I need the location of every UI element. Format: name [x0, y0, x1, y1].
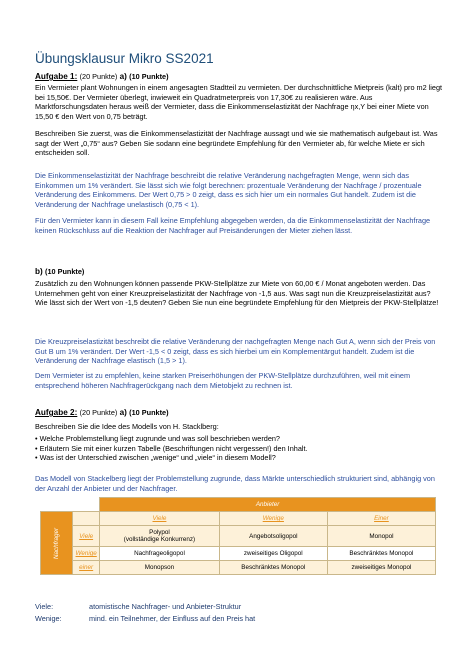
table-row	[41, 547, 436, 561]
aufgabe1-answer1: Die Einkommenselastizität der Nachfrage beschreibt die relative Veränderung nachgefragten Menge, wenn sich das Einkommen um 1% verändert. Sie lässt sich wie folgt berechnen: prozentuale Veränderung der Nachfrage / prozentuale Veränderung des Einkommens. Der Wert 0,75 > 0 zeigt, dass es sich hier um ein normales Gut handelt. Zudem ist die Veränderung der Nachfrage unelastisch (0,75 < 1).	[35, 171, 422, 209]
anbieter-header: Anbieter	[100, 498, 436, 512]
aufgabe1b-heading	[35, 267, 84, 276]
definition-text: mind. ein Teilnehmer, der Einfluss auf den Preis hat	[89, 614, 256, 623]
aufgabe1-heading	[35, 72, 169, 81]
aufgabe1b-sub: b)	[35, 267, 43, 276]
row-header: Viele	[73, 526, 100, 547]
definition-viele	[35, 602, 241, 611]
aufgabe1-points: (20 Punkte)	[79, 72, 118, 81]
table-cell: Monopol	[327, 526, 435, 547]
table-cell: Angebotsoligopol	[219, 526, 327, 547]
aufgabe2-heading	[35, 408, 169, 417]
aufgabe2-intro: Beschreiben Sie die Idee des Modells von H. Stacklberg:	[35, 422, 219, 431]
aufgabe1-label: Aufgabe 1:	[35, 72, 78, 81]
table-cell: Polypol (vollständige Konkurrenz)	[100, 526, 220, 547]
aufgabe2-sub: a)	[119, 408, 127, 417]
col-header: Wenige	[219, 512, 327, 526]
bullet-item: • Was ist der Unterschied zwischen „wenige“ und „viele“ in diesem Modell?	[35, 453, 445, 463]
col-header: Einer	[327, 512, 435, 526]
aufgabe1-sub-points: (10 Punkte)	[129, 72, 169, 81]
definition-term: Wenige:	[35, 614, 62, 623]
table-cell: zweiseitiges Oligopol	[219, 547, 327, 561]
table-row	[41, 526, 436, 547]
nachfrager-header: Nachfrager	[41, 512, 73, 575]
table-cell: Beschränktes Monopol	[219, 561, 327, 575]
aufgabe1-text2: Beschreiben Sie zuerst, was die Einkommenselastizität der Nachfrage aussagt und wie sie mathematisch aufgebaut ist. Was sagt der Wert „0,75“ aus? Geben Sie sodann eine begründete Empfehlung für den Vermieter ab, für welche Miete er sich entscheiden soll.	[35, 129, 438, 158]
row-header: Wenige	[73, 547, 100, 561]
market-structure-table	[40, 497, 436, 575]
row-header: einer	[73, 561, 100, 575]
bullet-item: • Erläutern Sie mit einer kurzen Tabelle (Beschriftungen nicht vergessen!) den Inhalt.	[35, 444, 445, 454]
aufgabe2-points: (20 Punkte)	[79, 408, 118, 417]
aufgabe1-sub: a)	[119, 72, 127, 81]
aufgabe2-label: Aufgabe 2:	[35, 408, 78, 417]
col-header: Viele	[100, 512, 220, 526]
aufgabe1-answer2: Für den Vermieter kann in diesem Fall keine Empfehlung abgegeben werden, da die Einkommenselastizität der Nachfrage keinen Rückschluss auf die Reaktion der Nachfrager auf Preisänderungen der Mieter ziehen lässt.	[35, 216, 431, 235]
definition-text: atomistische Nachfrager- und Anbieter-Struktur	[89, 602, 242, 611]
aufgabe2-bullets	[35, 434, 445, 463]
aufgabe1-text1: Ein Vermieter plant Wohnungen in einem angesagten Stadtteil zu vermieten. Der durchschnittliche Mietpreis (kalt) pro m2 liegt bei 15,50€. Der Vermieter überlegt, inwieweit ein Quadratmeterpreis von 17,30€ zu realisieren wäre. Aus Marktforschungsdaten heraus weiß der Vermieter, dass die Einkommenselastizität der Nachfrage ηx,Y bei einer Miete von 15,50 € den Wert von 0,75 beträgt.	[35, 83, 443, 121]
definition-wenige	[35, 614, 255, 623]
aufgabe1b-text: Zusätzlich zu den Wohnungen können passende PKW-Stellplätze zur Miete von 60,00 € / Monat angeboten werden. Das Unternehmen geht von einer Kreuzpreiselastizität der Nachfrage von -1,5 aus. Was sagt nun die Kreuzpreiselastizität aus? Wie lässt sich der Wert von -1,5 deuten? Geben Sie nun eine begründete Empfehlung für den Mietpreis der PKW-Stellplätze!	[35, 279, 439, 308]
aufgabe2-sub-points: (10 Punkte)	[129, 408, 169, 417]
aufgabe2-answer: Das Modell von Stackelberg liegt der Problemstellung zugrunde, dass Märkte unterschiedlich strukturiert sind, abhängig von der Anzahl der Anbieter und der Nachfrager.	[35, 474, 435, 493]
aufgabe1b-sub-points: (10 Punkte)	[45, 267, 85, 276]
bullet-item: • Welche Problemstellung liegt zugrunde und was soll beschrieben werden?	[35, 434, 445, 444]
aufgabe1b-answer1: Die Kreuzpreiselastizität beschreibt die relative Veränderung der nachgefragten Menge nach Gut A, wenn sich der Preis von Gut B um 1% verändert. Der Wert -1,5 < 0 zeigt, dass es sich hierbei um ein Komplementärgut handelt. Zudem ist die Veränderung der Nachfrage elastisch (1,5 > 1).	[35, 337, 436, 366]
table-cell: zweiseitiges Monopol	[327, 561, 435, 575]
table-cell: Beschränktes Monopol	[327, 547, 435, 561]
aufgabe1b-answer2: Dem Vermieter ist zu empfehlen, keine starken Preiserhöhungen der PKW-Stellplätze durchzuführen, weil mit einem entsprechend höheren Nachfragerückgang nach dem Mietobjekt zu rechnen ist.	[35, 371, 411, 390]
page-title: Übungsklausur Mikro SS2021	[35, 51, 214, 66]
table-cell: Nachfrageoligopol	[100, 547, 220, 561]
table-cell: Monopson	[100, 561, 220, 575]
definition-term: Viele:	[35, 602, 54, 611]
table-row	[41, 561, 436, 575]
